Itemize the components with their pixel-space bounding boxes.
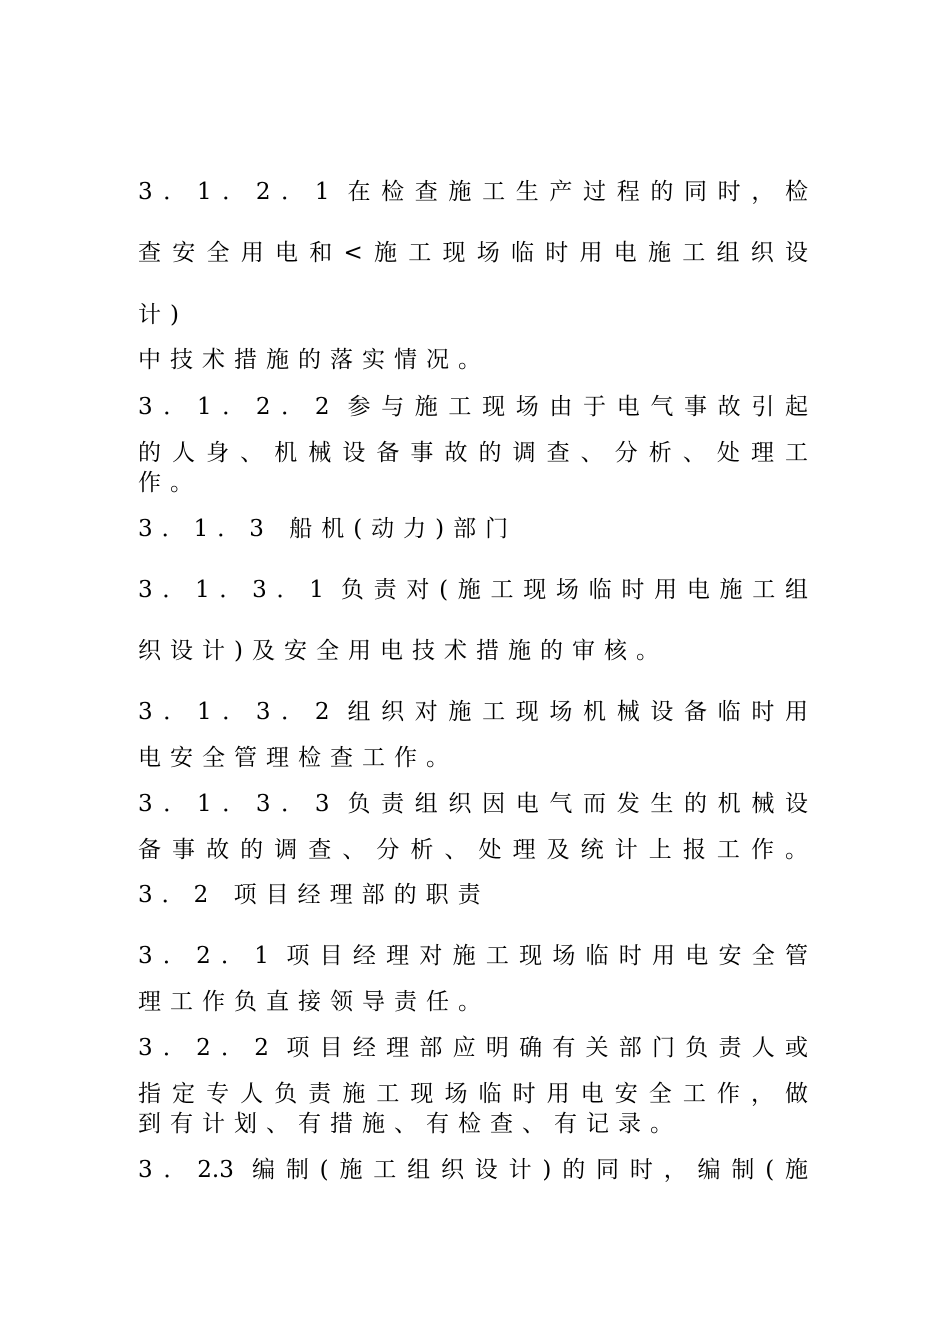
text-line-13: 3．1．3．3 负责组织因电气而发生的机械设 — [138, 791, 808, 817]
text-line-5: 3．1．2．2 参与施工现场由于电气事故引起 — [138, 394, 808, 420]
text-line-9: 3．1．3．1 负责对(施工现场临时用电施工组 — [138, 577, 808, 603]
text-line-12: 电安全管理检查工作。 — [138, 745, 458, 771]
text-line-7: 作。 — [138, 470, 202, 496]
text-line-16: 3．2．1 项目经理对施工现场临时用电安全管 — [138, 943, 808, 969]
text-line-18: 3．2．2 项目经理部应明确有关部门负责人或 — [138, 1035, 808, 1061]
text-line-14: 备事故的调查、分析、处理及统计上报工作。 — [138, 837, 808, 863]
text-line-21: 3．2.3 编制(施工组织设计)的同时，编制(施 — [138, 1157, 808, 1183]
text-line-19: 指定专人负责施工现场临时用电安全工作，做 — [138, 1081, 808, 1107]
text-line-17: 理工作负直接领导责任。 — [138, 989, 490, 1015]
text-line-11: 3．1．3．2 组织对施工现场机械设备临时用 — [138, 699, 808, 725]
text-line-2: 查安全用电和<施工现场临时用电施工组织设 — [138, 240, 808, 266]
text-line-10: 织设计)及安全用电技术措施的审核。 — [138, 638, 668, 664]
text-line-15: 3．2 项目经理部的职责 — [138, 882, 490, 908]
text-line-20: 到有计划、有措施、有检查、有记录。 — [138, 1111, 682, 1137]
text-line-8: 3．1．3 船机(动力)部门 — [138, 516, 518, 542]
text-line-4: 中技术措施的落实情况。 — [138, 347, 490, 373]
text-line-6: 的人身、机械设备事故的调查、分析、处理工 — [138, 440, 808, 466]
text-line-3: 计) — [138, 302, 188, 328]
text-line-1: 3．1．2．1 在检查施工生产过程的同时，检 — [138, 179, 808, 205]
